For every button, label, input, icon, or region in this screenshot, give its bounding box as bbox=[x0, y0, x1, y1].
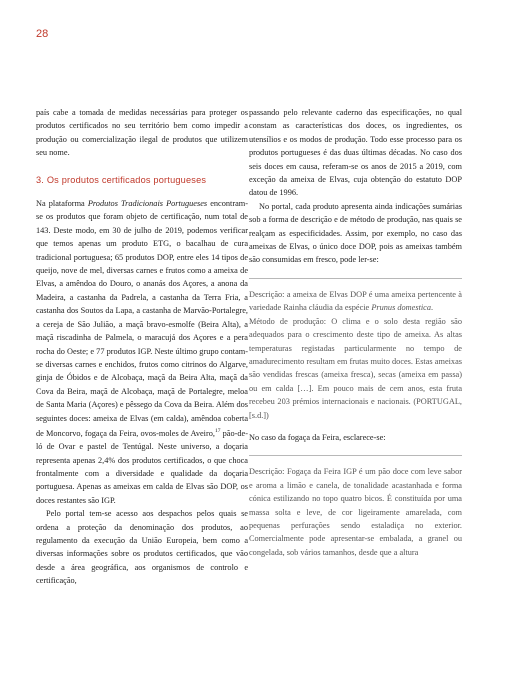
quote-divider bbox=[249, 278, 462, 279]
products-paragraph-end: pão-de-ló de Ovar e pastel de Tentúgal. Neste universo, a doçaria representa apenas 2,4% dos produtos certificados, o que choca frontalmente com a diversidade e qualidade da doçaria portuguesa. Apenas as ameixas em calda de Elvas são DOP, os doces restantes são IGP. bbox=[36, 428, 248, 505]
platform-name: Produtos Tradicionais Portugueses bbox=[87, 199, 208, 209]
products-paragraph-body: encontram-se os produtos que foram objeto de certificação, num total de 143. Deste modo, em 30 de julho de 2019, podemos verificar que temos apenas um produto ETG, o bacalhau de cura tradicional portuguesa; 65 produtos DOP, entre eles 14 tipos de queijo, nove de mel, diversas carnes e frutos como a ameixa de Elvas, a amêndoa do Douro, o ananás dos Açores, a anona da Madeira, a castanha da Padrela, a castanha da Terra Fria, a castanha dos Soutos da Lapa, a castanha de Marvão-Portalegre, a cereja de São Julião, a maçã bravo-esmolfe (Beira Alta), a maçã riscadinha de Palmela, o maracujá dos Açores e a pera rocha do Oeste; e 77 produtos IGP. Neste último grupo contam-se diversas carnes e enchidos, frutos como citrinos do Algarve, ginja de Óbidos e de Alcobaça, maçã da Beira Alta, maçã da Cova da Beira, maçã de Alcobaça, maçã de Portalegre, meloa de Santa Maria (Açores) e pêssego da Cova da Beira. Além dos seguintes doces: ameixa de Elvas (em calda), amêndoa coberta de Moncorvo, fogaça da Feira, ovos-moles de Aveiro, bbox=[36, 199, 248, 438]
page-number: 28 bbox=[36, 28, 49, 40]
section-heading: 3. Os produtos certificados portugueses bbox=[36, 174, 207, 185]
portal-paragraph: Pelo portal tem-se acesso aos despachos pelos quais se ordena a proteção da denominação dos produtos, ao regulamento da execução da União Europeia, bem como a diversas informações sobre os produtos certificados, que vão desde a área geográfica, aos organismos de controlo e certificação, bbox=[36, 509, 248, 586]
elvas-description-end: . bbox=[431, 303, 434, 313]
elvas-quote bbox=[249, 288, 462, 422]
fogaca-quote bbox=[249, 465, 462, 559]
fogaca-intro: No caso da fogaça da Feira, esclarece-se: bbox=[249, 432, 386, 442]
elvas-description-start: Descrição: a ameixa de Elvas DOP é uma ameixa pertencente à variedade Rainha cláudia da espécie bbox=[249, 289, 462, 313]
fogaca-description: Descrição: Fogaça da Feira IGP é um pão doce com leve sabor e aroma a limão e canela, de tonalidade acastanhada e forma cónica estilizando no topo quatro bicos. É constituída por uma massa solta e leve, de cor ligeiramente amarelada, com pequenas perfurações sendo estaladiça no exterior. Comercialmente pode apresentar-se embalada, a granel ou congelada, sob vários tamanhos, desde que a altura bbox=[249, 467, 462, 557]
portal-indications-paragraph: No portal, cada produto apresenta ainda indicações sumárias sob a forma de descrição e de método de produção, nas quais se realçam as especificidades. Assim, por exemplo, no caso das ameixas de Elvas, o único doce DOP, pois as ameixas também são consumidas em fresco, pode ler-se: bbox=[249, 201, 462, 265]
right-column bbox=[249, 106, 462, 559]
left-column bbox=[36, 106, 248, 588]
elvas-description bbox=[249, 288, 462, 315]
products-paragraph-start: Na plataforma bbox=[36, 199, 88, 209]
products-paragraph bbox=[36, 197, 248, 507]
specifications-paragraph: passando pelo relevante caderno das especificações, no qual constam as características dos doces, os ingredientes, os utensílios e os modos de produção. Todo esse processo para os produtos portugueses é das duas últimas décadas. No caso dos seis doces em causa, referam-se os anos de 2015 a 2019, com exceção da ameixa de Elvas, cuja obtenção do estatuto DOP datou de 1996. bbox=[249, 108, 462, 198]
elvas-method: Método de produção: O clima e o solo desta região são adequados para o crescimento deste tipo de ameixa. As altas temperaturas registadas particularmente no tempo de amadurecimento resultam em frutas muito doces. Estas ameixas são vendidas frescas (ameixa fresca), secas (ameixa em passa) ou em calda […]. Em pouco mais de cem anos, esta fruta recebeu 203 prémios internacionais e nacionais. (PORTUGAL, [s.d.]) bbox=[249, 316, 462, 420]
footnote-marker: 17 bbox=[214, 427, 221, 434]
intro-paragraph: país cabe a tomada de medidas necessárias para proteger os produtos certificados no seu território bem como impedir a produção ou comercialização ilegal de produtos que utilizem seu nome. bbox=[36, 108, 248, 158]
species-name: Prunus domestica bbox=[371, 303, 432, 313]
quote-divider-2 bbox=[249, 455, 462, 456]
